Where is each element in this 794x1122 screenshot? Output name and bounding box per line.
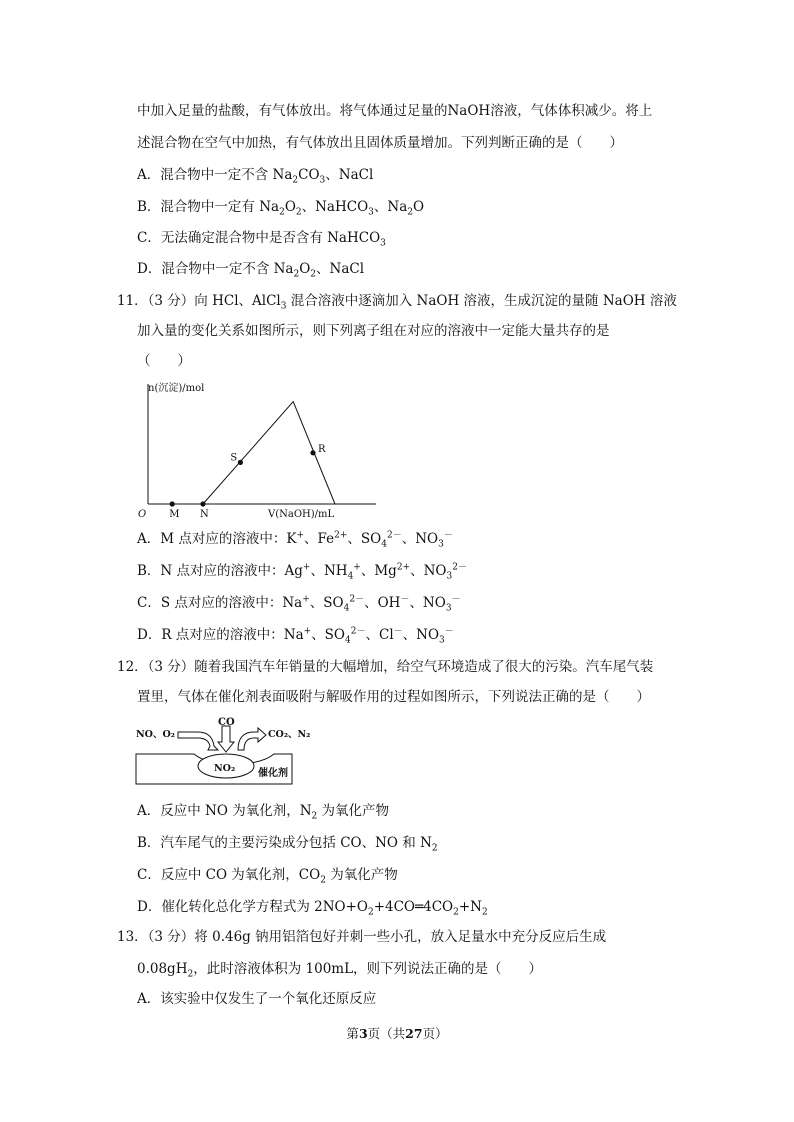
q11-option-d: D．R 点对应的溶液中：Na+、$SO_4^{2-}$、Cl－、$NO_3^-$ xyxy=(137,626,454,646)
point-label-m: M xyxy=(169,509,180,520)
precipitate-series-line xyxy=(148,402,335,504)
precipitate-chart-svg xyxy=(130,378,380,528)
origin-label: O xyxy=(138,509,147,520)
q12-option-d: D．催化转化总化学方程式为 $2NO+O_2+4CO═4CO_2+N_2$ xyxy=(137,899,488,918)
outlet-arrow xyxy=(238,728,266,750)
point-n xyxy=(200,501,205,506)
co-arrow xyxy=(218,726,234,752)
catalyst-label: 催化剂 xyxy=(258,768,288,779)
q12-option-a: A．反应中 NO 为氧化剂，$N_2$ 为氧化产物 xyxy=(137,803,390,822)
q13-line-2: $0.08gH_2$，此时溶液体积为 100mL，则下列说法正确的是（ ） xyxy=(137,961,543,980)
q10-option-d: D．混合物中一定不含 $Na_2O_2$、NaCl xyxy=(137,261,365,280)
co-label: CO xyxy=(218,717,235,728)
page-total: 27 xyxy=(405,1026,423,1041)
catalyst-diagram xyxy=(134,716,311,788)
q12-line-2: 置里，气体在催化剂表面吸附与解吸作用的过程如图所示，下列说法正确的是（ ） xyxy=(137,689,650,705)
q10-line-1: 中加入足量的盐酸，有气体放出。将气体通过足量的NaOH溶液，气体体积减少。将上 xyxy=(137,103,653,119)
q11-line-1: 11．（3 分）向 HCl、AlCl$_3$ 混合溶液中逐滴加入 NaOH 溶液，生成沉淀的量随 NaOH 溶液 xyxy=(117,293,677,312)
q11-option-a: A．M 点对应的溶液中：K+、$Fe^{2+}$、$SO_4^{2-}$、$NO_3^-$ xyxy=(137,530,453,550)
outlet-label: CO₂、N₂ xyxy=(268,729,311,740)
q10-option-c: C．无法确定混合物中是否含有 NaHCO$_3$ xyxy=(137,230,386,249)
page-footer: 第3页（共27页） xyxy=(346,1026,448,1041)
q11-option-c: C．S 点对应的溶液中：Na+、$SO_4^{2-}$、OH－、$NO_3^-$ xyxy=(137,594,461,614)
page-number: 3 xyxy=(358,1026,368,1041)
point-label-r: R xyxy=(318,443,326,455)
q10-option-a: A．混合物中一定不含 $Na_2CO_3$、NaCl xyxy=(137,167,374,186)
q13-option-a: A．该实验中仅发生了一个氧化还原反应 xyxy=(137,991,377,1007)
q12-line-1: 12．（3 分）随着我国汽车年销量的大幅增加，给空气环境造成了很大的污染。汽车尾气装 xyxy=(117,659,654,675)
precipitate-chart xyxy=(130,378,380,528)
point-label-s: S xyxy=(230,452,238,464)
point-m xyxy=(170,501,175,506)
inlet-arrow xyxy=(178,732,218,750)
inlet-label: NO、O₂ xyxy=(136,729,175,740)
point-r xyxy=(310,450,315,455)
catalyst-diagram-svg xyxy=(134,716,311,788)
q10-line-2: 述混合物在空气中加热，有气体放出且固体质量增加。下列判断正确的是（ ） xyxy=(137,135,623,151)
q12-option-c: C．反应中 CO 为氧化剂，$CO_2$ 为氧化产物 xyxy=(137,867,398,886)
point-s xyxy=(238,460,243,465)
point-label-n: N xyxy=(200,509,209,520)
chart-marks xyxy=(148,402,335,520)
x-axis-label: V(NaOH)/mL xyxy=(268,509,335,520)
q11-option-b: B．N 点对应的溶液中：Ag+、$NH_4^+$、$Mg^{2+}$、$NO_3^{2-}$ xyxy=(137,562,467,582)
q11-line-3: （ ） xyxy=(137,353,191,369)
q10-option-b: B．混合物中一定有 $Na_2O_2$、NaHCO$_3$、$Na_2O$ xyxy=(137,199,425,218)
q11-line-2: 加入量的变化关系如图所示，则下列离子组在对应的溶液中一定能大量共存的是 xyxy=(137,323,610,339)
no2-label: NO₂ xyxy=(214,763,236,774)
q12-option-b: B．汽车尾气的主要污染成分包括 CO、NO 和 $N_2$ xyxy=(137,835,438,854)
y-axis-label: n(沉淀)/mol xyxy=(148,383,205,394)
q13-line-1: 13．（3 分）将 0.46g 钠用铝箔包好并刺一些小孔，放入足量水中充分反应后生成 xyxy=(117,929,607,945)
